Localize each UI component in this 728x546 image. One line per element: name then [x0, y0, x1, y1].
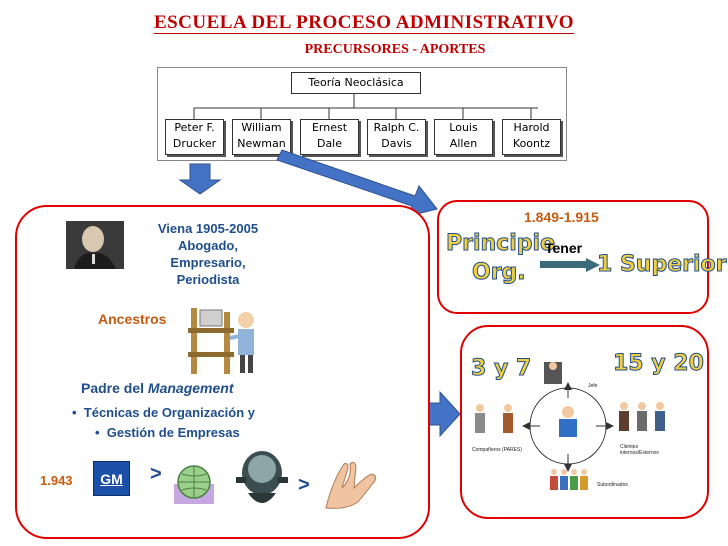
year-1943: 1.943 — [40, 473, 73, 488]
bullet-2: • Gestión de Empresas — [95, 425, 240, 440]
org-child-line2: Allen — [449, 137, 478, 150]
father-of-management — [81, 380, 234, 396]
printing-press-image — [186, 302, 264, 376]
portrait-image — [66, 221, 124, 269]
bullet-text: Técnicas de Organización y — [83, 405, 256, 420]
org-child-line1: Harold — [513, 121, 550, 134]
org-child-line2: Drucker — [172, 137, 217, 150]
bio-line: Periodista — [176, 272, 240, 287]
org-child-line2: Davis — [381, 137, 412, 150]
ancestors-label: Ancestros — [98, 311, 167, 327]
bio-line: Empresario, — [170, 255, 246, 270]
globe-image — [172, 462, 217, 506]
org-root-box: Teoría Neoclásica — [291, 72, 421, 94]
father-emphasis: Management — [147, 380, 234, 396]
tener-arrow-icon — [540, 258, 600, 272]
tener-label: Tener — [545, 240, 583, 256]
hands-image — [322, 458, 382, 510]
label-clientes: Clientes internos/Externos — [620, 444, 659, 456]
org-child-line1: Louis — [449, 121, 478, 134]
span-right-label: 15 y 20 — [613, 351, 704, 376]
org-child-line1: Peter F. — [174, 121, 215, 134]
label-jefe: Jefe — [588, 383, 598, 389]
bio-line: Abogado, — [178, 238, 238, 253]
org-child-line2: Newman — [237, 137, 286, 150]
span-left-label: 3 y 7 — [471, 356, 532, 381]
org-child-line2: Koontz — [512, 137, 551, 150]
label-companeros: Compañeros (PARES) — [472, 447, 522, 453]
head-image — [234, 449, 289, 513]
org-label: Org. — [472, 260, 526, 285]
bullet-text: Gestión de Empresas — [106, 425, 240, 440]
gm-logo — [93, 461, 130, 496]
bio-text — [128, 220, 288, 288]
label-subordinados: Subordinados — [597, 482, 628, 488]
bio-line: Viena 1905-2005 — [157, 221, 259, 236]
principio-label: Principio — [446, 231, 556, 256]
arrow-down-icon — [180, 164, 220, 194]
years-label: 1.849-1.915 — [524, 209, 599, 225]
org-child-line2: Dale — [316, 137, 343, 150]
org-child-line1: William — [241, 121, 282, 134]
span-of-control-diagram — [462, 358, 702, 508]
page-title-text: ESCUELA DEL PROCESO ADMINISTRATIVO — [153, 12, 575, 33]
greater-than-2: > — [298, 474, 310, 496]
org-child-line1: Ernest — [311, 121, 348, 134]
org-child-line1: Ralph C. — [373, 121, 420, 134]
superior-label: 1 Superior — [597, 252, 727, 277]
page-subtitle: PRECURSORES - APORTES — [304, 42, 486, 57]
father-prefix: Padre del — [81, 380, 148, 396]
greater-than-1: > — [150, 463, 162, 485]
gm-logo-text: GM — [100, 470, 123, 487]
bullet-1: • Técnicas de Organización y — [72, 405, 256, 420]
